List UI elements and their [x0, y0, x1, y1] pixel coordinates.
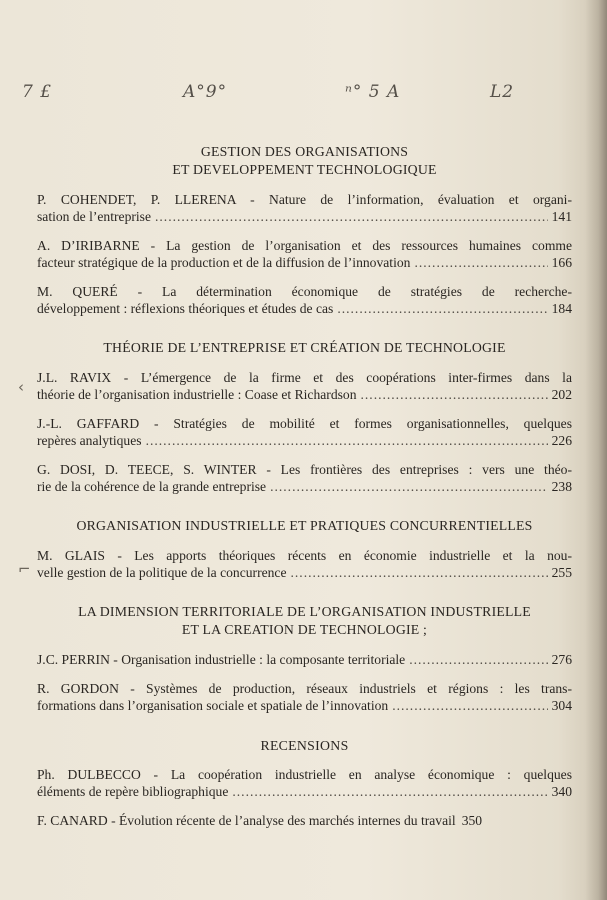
toc-entry[interactable] — [37, 237, 572, 271]
entry-line2: facteur stratégique de la production et de la diffusion de l’innovation — [37, 255, 411, 270]
handwritten-note-4: L2 — [490, 82, 515, 102]
entry-line2: éléments de repère bibliographique — [37, 784, 229, 799]
toc-entry[interactable] — [37, 283, 572, 317]
toc-entry[interactable] — [37, 812, 572, 829]
page-number: 166 — [551, 255, 572, 270]
page-number: 141 — [551, 209, 572, 224]
toc-entry[interactable] — [37, 547, 572, 581]
page-number: 202 — [551, 387, 572, 402]
section-title — [37, 143, 572, 179]
section-title-line: RECENSIONS — [260, 738, 349, 753]
leader-dots — [291, 564, 548, 581]
entry-line1: G. DOSI, D. TEECE, S. WINTER - Les frontières des entreprises : vers une théo- — [37, 462, 572, 477]
section-title — [37, 603, 572, 639]
leader-dots — [155, 208, 548, 225]
leader-dots — [270, 478, 548, 495]
entry-line1: J.L. RAVIX - L’émergence de la firme et des coopérations inter-firmes dans la — [37, 370, 572, 385]
page-number: 340 — [551, 784, 572, 799]
leader-dots — [414, 254, 547, 271]
entry-line2: formations dans l’organisation sociale et spatiale de l’innovation — [37, 698, 389, 713]
entry-line1: J.-L. GAFFARD - Stratégies de mobilité et formes organisationnelles, quelques — [37, 416, 572, 431]
table-of-contents — [37, 143, 572, 829]
section-title — [37, 738, 572, 754]
entry-line2: théorie de l’organisation industrielle : Coase et Richardson — [37, 387, 357, 402]
page-edge-shadow — [585, 0, 607, 900]
leader-dots — [409, 651, 547, 668]
page-number: 350 — [461, 813, 483, 828]
leader-dots — [146, 432, 548, 449]
handwritten-note-2: A°9° — [183, 82, 228, 102]
entry-line1: Ph. DULBECCO - La coopération industrielle en analyse économique : quelques — [37, 767, 572, 782]
entry-line2: J.C. PERRIN - Organisation industrielle : la composante territoriale — [37, 652, 406, 667]
entry-line1: R. GORDON - Systèmes de production, réseaux industriels et régions : les trans- — [37, 681, 572, 696]
entry-line2: repères analytiques — [37, 433, 142, 448]
section-title — [37, 517, 572, 535]
page-number: 304 — [551, 698, 572, 713]
page-number: 238 — [551, 479, 572, 494]
entry-line2: velle gestion de la politique de la concurrence — [37, 565, 287, 580]
toc-entry[interactable] — [37, 461, 572, 495]
entry-line1: A. D’IRIBARNE - La gestion de l’organisation et des ressources humaines comme — [37, 238, 572, 253]
entry-line1: M. GLAIS - Les apports théoriques récents en économie industrielle et la nou- — [37, 548, 572, 563]
toc-entry[interactable] — [37, 766, 572, 800]
toc-entry[interactable] — [37, 369, 572, 403]
handwritten-note-3: ⁿ° 5 A — [345, 82, 401, 102]
leader-dots — [392, 697, 547, 714]
entry-line2: F. CANARD - Évolution récente de l’analyse des marchés internes du travail — [37, 813, 456, 828]
page-number: 276 — [551, 652, 572, 667]
page-number: 255 — [551, 565, 572, 580]
section-title-line: ET LA CREATION DE TECHNOLOGIE ; — [181, 622, 428, 637]
section-title-line: ET DEVELOPPEMENT TECHNOLOGIQUE — [172, 162, 437, 177]
section-title — [37, 339, 572, 357]
leader-dots — [337, 300, 547, 317]
section-title-line: GESTION DES ORGANISATIONS — [200, 144, 409, 159]
page-number: 184 — [551, 301, 572, 316]
section-title-line: THÉORIE DE L’ENTREPRISE ET CRÉATION DE TECHNOLOGIE — [103, 340, 506, 355]
margin-tick-mark: ‹ — [18, 378, 24, 396]
toc-entry[interactable] — [37, 651, 572, 668]
entry-line2: rie de la cohérence de la grande entreprise — [37, 479, 267, 494]
entry-line1: P. COHENDET, P. LLERENA - Nature de l’information, évaluation et organi- — [37, 192, 572, 207]
section-title-line: ORGANISATION INDUSTRIELLE ET PRATIQUES CONCURRENTIELLES — [76, 518, 533, 533]
page-number: 226 — [551, 433, 572, 448]
entry-line2: sation de l’entreprise — [37, 209, 151, 224]
entry-line1: M. QUERÉ - La détermination économique de stratégies de recherche- — [37, 284, 572, 299]
toc-entry[interactable] — [37, 680, 572, 714]
section-title-line: LA DIMENSION TERRITORIALE DE L’ORGANISATION INDUSTRIELLE — [78, 604, 531, 619]
margin-bracket-mark: ⌐ — [18, 560, 31, 578]
handwritten-note-1: 7 £ — [22, 82, 53, 102]
toc-entry[interactable] — [37, 415, 572, 449]
toc-entry[interactable] — [37, 191, 572, 225]
leader-dots — [232, 783, 547, 800]
leader-dots — [361, 386, 548, 403]
entry-line2: développement : réflexions théoriques et études de cas — [37, 301, 334, 316]
